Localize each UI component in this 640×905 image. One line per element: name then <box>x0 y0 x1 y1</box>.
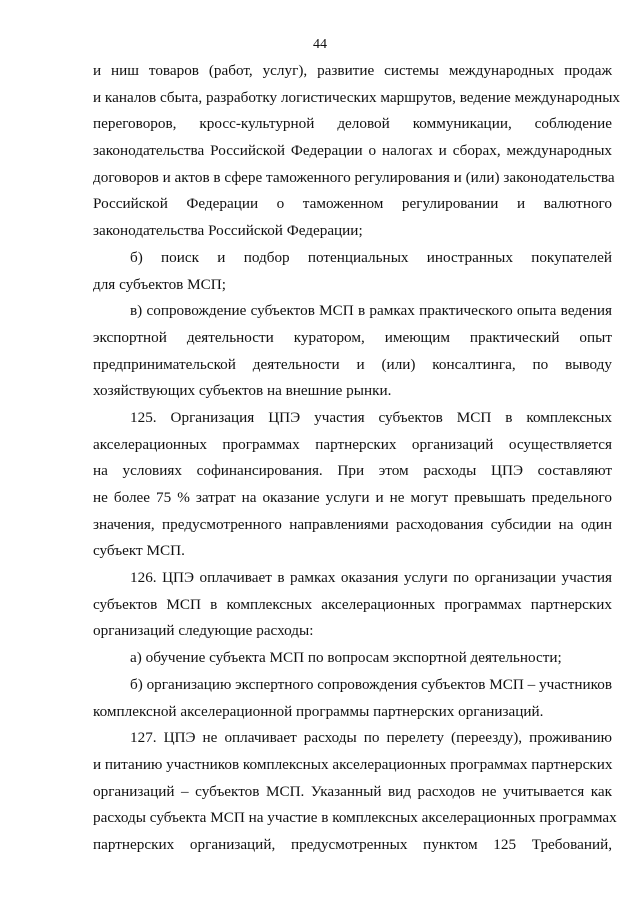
text-line: и каналов сбыта, разработку логистических маршрутов, ведение международных <box>93 88 621 106</box>
document-body <box>93 58 621 859</box>
text-line: 127. ЦПЭ не оплачивает расходы по перелету (переезду), проживанию <box>130 729 612 747</box>
text-line: и ниш товаров (работ, услуг), развитие системы международных продаж <box>93 62 612 79</box>
text-line: не более 75 % затрат на оказание услуги и не могут превышать предельного <box>93 489 612 506</box>
text-line: расходы субъекта МСП на участие в комплексных акселерационных программах <box>93 809 617 827</box>
text-line: субъектов МСП в комплексных акселерационных программах партнерских <box>93 595 612 613</box>
text-line: значения, предусмотренного направлениями расходования субсидии на один <box>93 515 612 533</box>
text-line: 126. ЦПЭ оплачивает в рамках оказания услуги по организации участия <box>130 569 612 587</box>
text-line: и питанию участников комплексных акселерационных программах партнерских <box>93 755 613 773</box>
text-line: Российской Федерации о таможенном регулировании и валютного <box>93 195 612 213</box>
text-line: акселерационных программах партнерских организаций осуществляется <box>93 435 612 453</box>
text-line: б) поиск и подбор потенциальных иностранных покупателей <box>130 248 612 266</box>
page-number: 44 <box>313 37 327 52</box>
text-line: законодательства Российской Федерации о налогах и сборах, международных <box>93 142 612 160</box>
text-line: законодательства Российской Федерации; <box>93 222 363 240</box>
text-line: для субъектов МСП; <box>93 275 226 293</box>
text-line: договоров и актов в сфере таможенного регулирования и (или) законодательства <box>93 168 615 186</box>
text-line: организаций следующие расходы: <box>93 622 314 640</box>
text-line: организаций – субъектов МСП. Указанный вид расходов не учитывается как <box>93 782 612 800</box>
text-line: комплексной акселерационной программы партнерских организаций. <box>93 702 544 720</box>
text-line: партнерских организаций, предусмотренных пунктом 125 Требований, <box>93 835 612 853</box>
text-line: предпринимательской деятельности и (или) консалтинга, по выводу <box>93 355 612 373</box>
text-line: субъект МСП. <box>93 542 185 560</box>
text-line: хозяйствующих субъектов на внешние рынки. <box>93 382 392 400</box>
text-line: на условиях софинансирования. При этом расходы ЦПЭ составляют <box>93 462 612 480</box>
text-line: б) организацию экспертного сопровождения субъектов МСП – участников <box>130 675 613 693</box>
text-line: переговоров, кросс-культурной деловой коммуникации, соблюдение <box>93 115 612 133</box>
text-line: а) обучение субъекта МСП по вопросам экспортной деятельности; <box>130 649 562 667</box>
text-line: в) сопровождение субъектов МСП в рамках практического опыта ведения <box>130 302 612 320</box>
text-line: 125. Организация ЦПЭ участия субъектов МСП в комплексных <box>130 408 612 426</box>
text-line: экспортной деятельности куратором, имеющим практический опыт <box>93 328 612 346</box>
